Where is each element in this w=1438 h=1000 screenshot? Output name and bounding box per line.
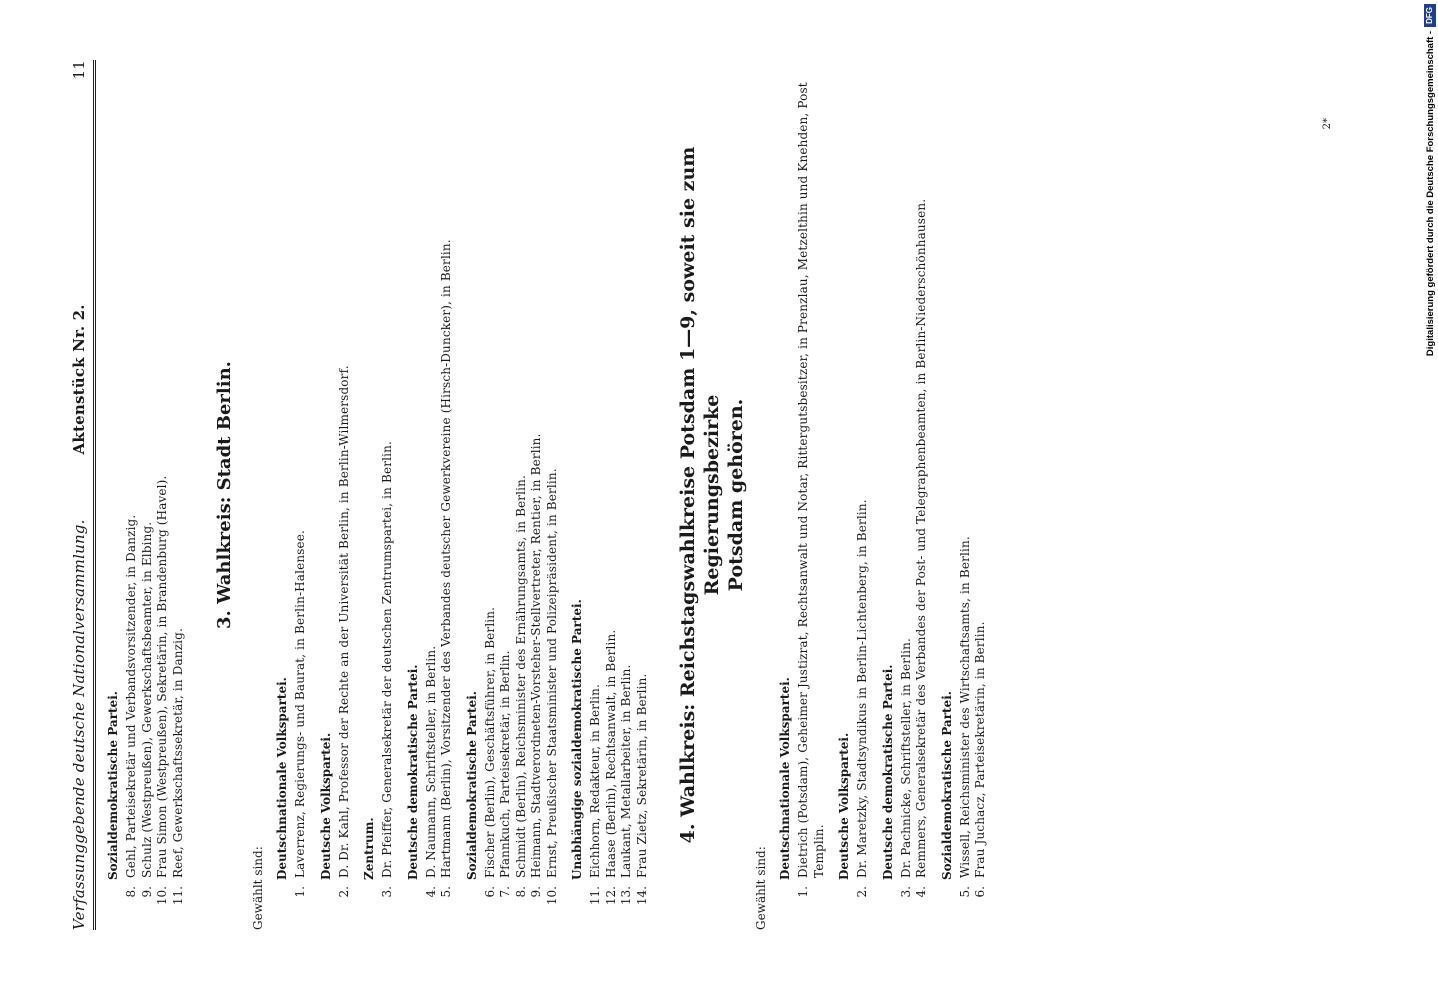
member-list (483, 60, 561, 930)
party-heading: Sozialdemokratische Partei. (106, 691, 120, 880)
list-item (424, 60, 440, 930)
section-berlin (214, 60, 650, 930)
list-item (380, 60, 396, 930)
item-number: 6. (973, 886, 987, 898)
list-item (973, 60, 989, 930)
list-item (529, 60, 545, 930)
item-number: 3. (898, 886, 913, 898)
item-number: 5. (439, 886, 453, 898)
item-text: D. Dr. Kahl, Professor der Rechte an der Universität Berlin, in Berlin-Wilmersdorf. (336, 365, 351, 878)
item-text: Wissell, Reichsminister des Wirtschaftsamts, in Berlin. (957, 536, 972, 878)
list-item (796, 60, 827, 930)
party-heading: Deutschnationale Volkspartei. (275, 677, 289, 880)
item-text: Frau Zietz, Sekretärin, in Berlin. (634, 673, 649, 878)
list-item (899, 60, 915, 930)
item-text: Heimann, Stadtverordneten-Vorsteher-Stellvertreter, Rentier, in Berlin. (529, 433, 543, 878)
party-heading: Sozialdemokratische Partei. (939, 691, 954, 880)
item-text: Laverrenz, Regierungs- und Baurat, in Berlin-Halensee. (293, 530, 307, 878)
list-item (293, 60, 309, 930)
list-item (619, 60, 635, 930)
list-item (635, 60, 651, 930)
member-list (855, 60, 871, 930)
section-potsdam (676, 60, 989, 930)
item-number: 4. (423, 886, 438, 898)
section-heading (676, 60, 748, 930)
member-list (796, 60, 827, 930)
elected-label: Gewählt sind: (251, 846, 265, 930)
party-heading: Unabhängige sozialdemokratische Partei. (570, 599, 584, 880)
item-text: Frau Simon (Westpreußen), Sekretärin, in Brandenburg (Havel). (155, 475, 169, 878)
item-number: 1. (796, 886, 810, 898)
member-list (293, 60, 309, 930)
list-item (140, 60, 156, 930)
dfg-logo: DFG (1424, 4, 1436, 27)
item-text: Reef, Gewerkschaftssekretär, in Danzig. (170, 628, 185, 878)
member-list (424, 60, 455, 930)
list-item (958, 60, 974, 930)
item-number: 6. (482, 886, 497, 898)
member-list (958, 60, 989, 930)
item-text: Frau Juchacz, Parteisekretärin, in Berlin. (973, 621, 987, 878)
item-number: 9. (529, 886, 543, 898)
item-number: 10. (155, 886, 169, 906)
party-heading: Deutsche Volkspartei. (318, 732, 333, 880)
member-list (588, 60, 650, 930)
elected-label: Gewählt sind: (754, 846, 768, 930)
item-number: 4. (914, 886, 928, 898)
signature-mark: 2* (1322, 118, 1333, 130)
header-title: Verfassunggebende deutsche Nationalversammlung. (70, 519, 88, 930)
list-item (855, 60, 871, 930)
list-item (483, 60, 499, 930)
member-list (380, 60, 396, 930)
list-item (155, 60, 171, 930)
item-number: 13. (619, 886, 633, 906)
list-item (588, 60, 604, 930)
page-header (70, 60, 96, 930)
list-item (914, 60, 930, 930)
member-list (899, 60, 930, 930)
item-text: Laukant, Metallarbeiter, in Berlin. (619, 664, 633, 878)
item-number: 12. (603, 886, 618, 906)
party-heading: Zentrum. (362, 817, 376, 880)
list-item (124, 60, 140, 930)
continuation-block (106, 60, 186, 930)
item-number: 14. (634, 886, 649, 906)
section-heading-line: Potsdam gehören. (725, 398, 747, 592)
item-text: Dietrich (Potsdam), Geheimer Justizrat, Rechtsanwalt und Notar, Rittergutsbesitzer, in Prenzlau, Metzelthin und Knehden, Post Templin. (796, 82, 826, 878)
item-text: Schulz (Westpreußen), Gewerkschaftsbeamter, in Elbing. (139, 521, 154, 878)
credit-text: Digitalisierung gefördert durch die Deutsche Forschungsgemeinschaft - (1424, 30, 1436, 357)
list-item (514, 60, 530, 930)
document-page (70, 60, 1390, 930)
item-number: 11. (170, 886, 185, 906)
item-text: Ernst, Preußischer Staatsminister und Polizeipräsident, in Berlin. (544, 468, 559, 878)
digitization-credit (1422, 4, 1438, 444)
item-number: 9. (139, 886, 154, 898)
item-number: 1. (293, 886, 307, 898)
list-item (545, 60, 561, 930)
list-item (337, 60, 353, 930)
item-text: Haase (Berlin), Rechtsanwalt, in Berlin. (603, 629, 618, 878)
header-document-number: Aktenstück Nr. 2. (70, 304, 88, 455)
item-text: Fischer (Berlin), Geschäftsführer, in Berlin. (482, 606, 497, 878)
party-heading: Deutsche demokratische Partei. (405, 664, 420, 880)
list-item (604, 60, 620, 930)
item-text: Pfannkuch, Parteisekretär, in Berlin. (498, 650, 512, 878)
item-number: 7. (498, 886, 512, 898)
member-list (337, 60, 353, 930)
section-heading: 3. Wahlkreis: Stadt Berlin. (214, 361, 235, 629)
item-text: Dr. Maretzky, Stadtsyndikus in Berlin-Lichtenberg, in Berlin. (855, 499, 869, 878)
party-heading: Deutschnationale Volkspartei. (778, 677, 792, 880)
item-text: Eichhorn, Redakteur, in Berlin. (588, 684, 602, 878)
item-number: 8. (513, 886, 528, 898)
item-number: 11. (588, 886, 602, 906)
item-text: Dr. Pfeiffer, Generalsekretär der deutschen Zentrumspartei, in Berlin. (380, 441, 394, 878)
item-text: Gehl, Parteisekretär und Verbandsvorsitzender, in Danzig. (124, 514, 138, 878)
item-number: 8. (124, 886, 138, 898)
list-item (439, 60, 455, 930)
item-text: Dr. Pachnicke, Schriftsteller, in Berlin. (898, 638, 913, 878)
party-heading: Deutsche demokratische Partei. (880, 664, 895, 880)
list-item (171, 60, 187, 930)
item-number: 3. (380, 886, 394, 898)
page-number: 11 (70, 60, 88, 80)
member-list (124, 60, 186, 930)
item-number: 2. (855, 886, 869, 898)
item-number: 10. (544, 886, 559, 906)
item-number: 5. (957, 886, 972, 898)
party-heading: Sozialdemokratische Partei. (464, 691, 479, 880)
item-text: Schmidt (Berlin), Reichsminister des Ernährungsamts, in Berlin. (513, 474, 528, 878)
party-heading: Deutsche Volkspartei. (837, 732, 851, 880)
section-heading-line: 4. Wahlkreis: Reichstagswahlkreise Potsdam 1—9, soweit sie zum Regierungsbezirke (677, 146, 723, 844)
item-text: Remmers, Generalsekretär des Verbandes der Post- und Telegraphenbeamten, in Berlin-Niederschönhausen. (914, 198, 928, 878)
item-text: D. Naumann, Schriftsteller, in Berlin. (423, 645, 438, 878)
list-item (498, 60, 514, 930)
item-number: 2. (336, 886, 351, 898)
item-text: Hartmann (Berlin), Vorsitzender des Verbandes deutscher Gewerkvereine (Hirsch-Duncker), in Berlin. (439, 239, 453, 878)
